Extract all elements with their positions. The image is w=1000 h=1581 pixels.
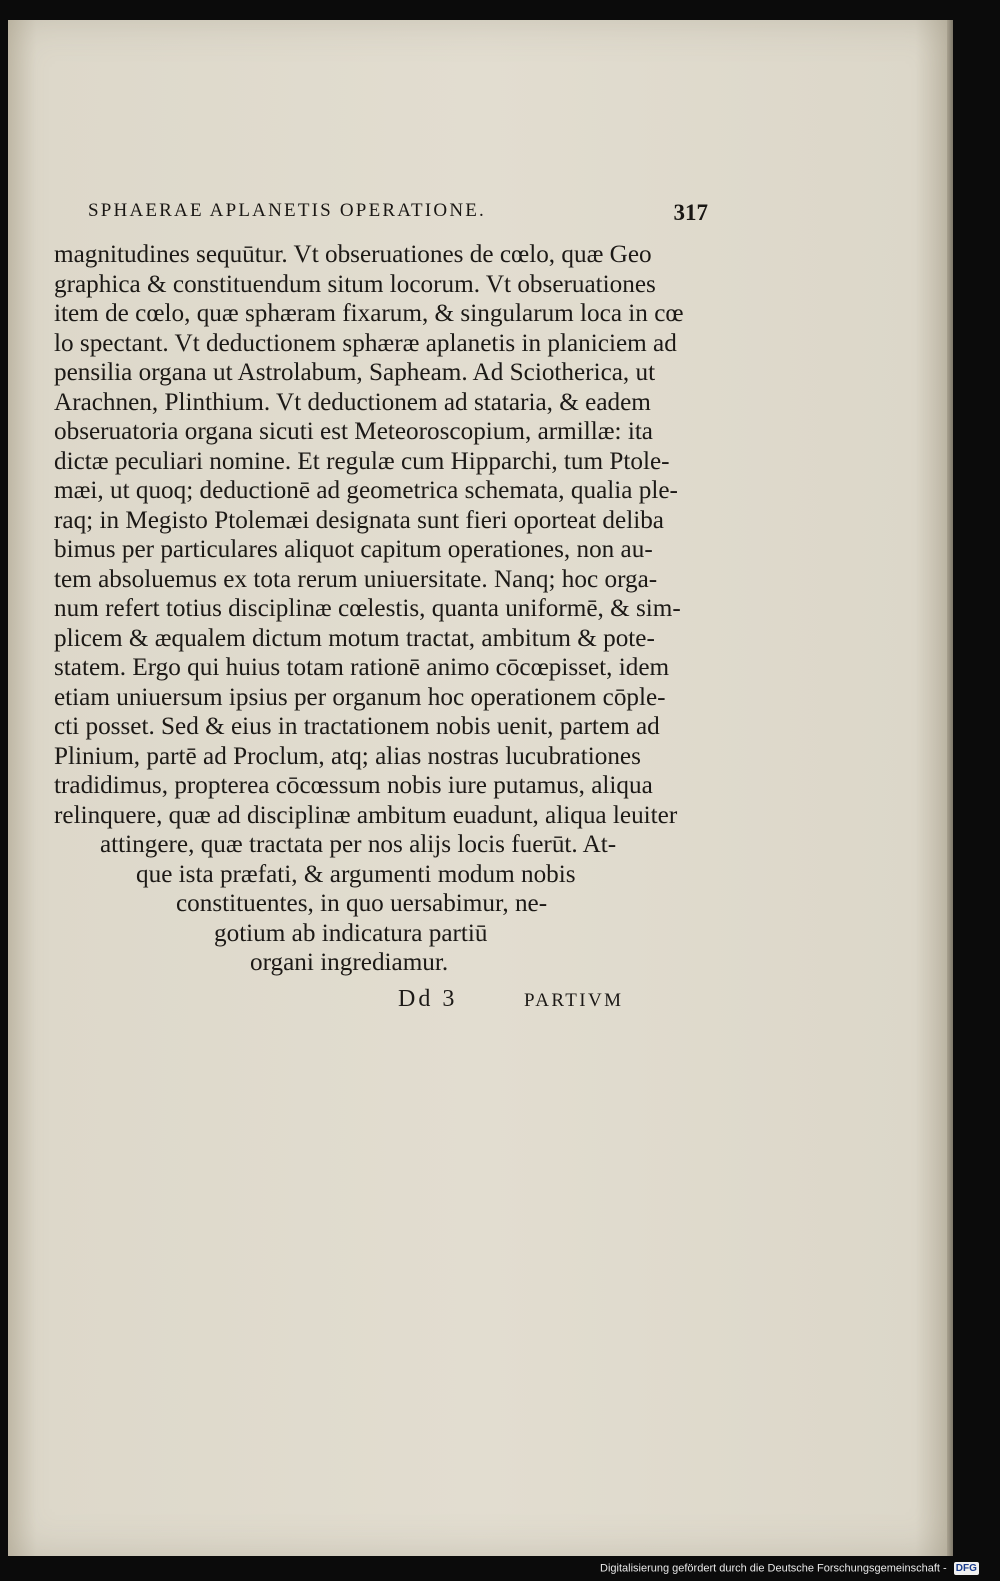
- text-line: raq; in Megisto Ptolemæi designata sunt fieri oporteat deliba: [54, 506, 664, 534]
- body-text: [54, 240, 684, 978]
- text-line: dictæ peculiari nomine. Et regulæ cum Hipparchi, tum Ptole-: [54, 447, 670, 475]
- text-line: organi ingrediamur.: [250, 949, 449, 976]
- credit-text: Digitalisierung gefördert durch die Deutsche Forschungsgemeinschaft -: [600, 1562, 947, 1575]
- text-line: magnitudines sequūtur. Vt obseruationes de cœlo, quæ Geo: [54, 241, 652, 268]
- digitization-credit: [600, 1562, 992, 1578]
- text-line: relinquere, quæ ad disciplinæ ambitum euadunt, aliqua leuiter: [54, 801, 678, 829]
- page-footer: [398, 986, 668, 1016]
- page-edge: [947, 20, 953, 1556]
- text-line: que ista præfati, & argumenti modum nobis: [136, 860, 576, 888]
- text-line: graphica & constituendum situm locorum. Vt obseruationes: [54, 270, 656, 298]
- text-line: statem. Ergo qui huius totam rationē animo cōcœpisset, idem: [54, 654, 670, 681]
- running-head: SPHAERAE APLANETIS OPERATIONE.: [88, 200, 486, 221]
- catchword: PARTIVM: [524, 990, 624, 1011]
- text-line: lo spectant. Vt deductionem sphæræ aplanetis in planiciem ad: [54, 329, 677, 357]
- page-header: [88, 200, 708, 234]
- text-line: mæi, ut quoq; deductionē ad geometrica schemata, qualia ple-: [54, 477, 678, 504]
- text-line: etiam uniuersum ipsius per organum hoc operationem cōple-: [54, 683, 666, 711]
- text-line: attingere, quæ tractata per nos alijs locis fuerūt. At-: [100, 831, 617, 858]
- text-line: plicem & æqualem dictum motum tractat, ambitum & pote-: [54, 624, 655, 652]
- text-line: pensilia organa ut Astrolabum, Sapheam. Ad Sciotherica, ut: [54, 359, 656, 386]
- text-line: cti posset. Sed & eius in tractationem nobis uenit, partem ad: [54, 713, 660, 740]
- text-line: constituentes, in quo uersabimur, ne-: [176, 890, 548, 917]
- text-line: num refert totius disciplinæ cœlestis, quanta uniformē, & sim-: [54, 595, 681, 622]
- text-line: Arachnen, Plinthium. Vt deductionem ad stataria, & eadem: [54, 388, 651, 416]
- text-line: item de cœlo, quæ sphæram fixarum, & singularum loca in cœ: [54, 300, 684, 327]
- text-line: obseruatoria organa sicuti est Meteoroscopium, armillæ: ita: [54, 418, 653, 445]
- dfg-logo-icon: DFG: [955, 1563, 977, 1574]
- text-line: tem absoluemus ex tota rerum uniuersitate. Nanq; hoc orga-: [54, 565, 658, 593]
- text-line: bimus per particulares aliquot capitum operationes, non au-: [54, 536, 653, 563]
- signature-mark: Dd 3: [398, 986, 458, 1012]
- text-line: Plinium, partē ad Proclum, atq; alias nostras lucubrationes: [54, 742, 641, 770]
- text-line: gotium ab indicatura partiū: [214, 919, 488, 947]
- page-number: 317: [673, 200, 708, 225]
- text-line: tradidimus, propterea cōcœssum nobis iure putamus, aliqua: [54, 772, 653, 799]
